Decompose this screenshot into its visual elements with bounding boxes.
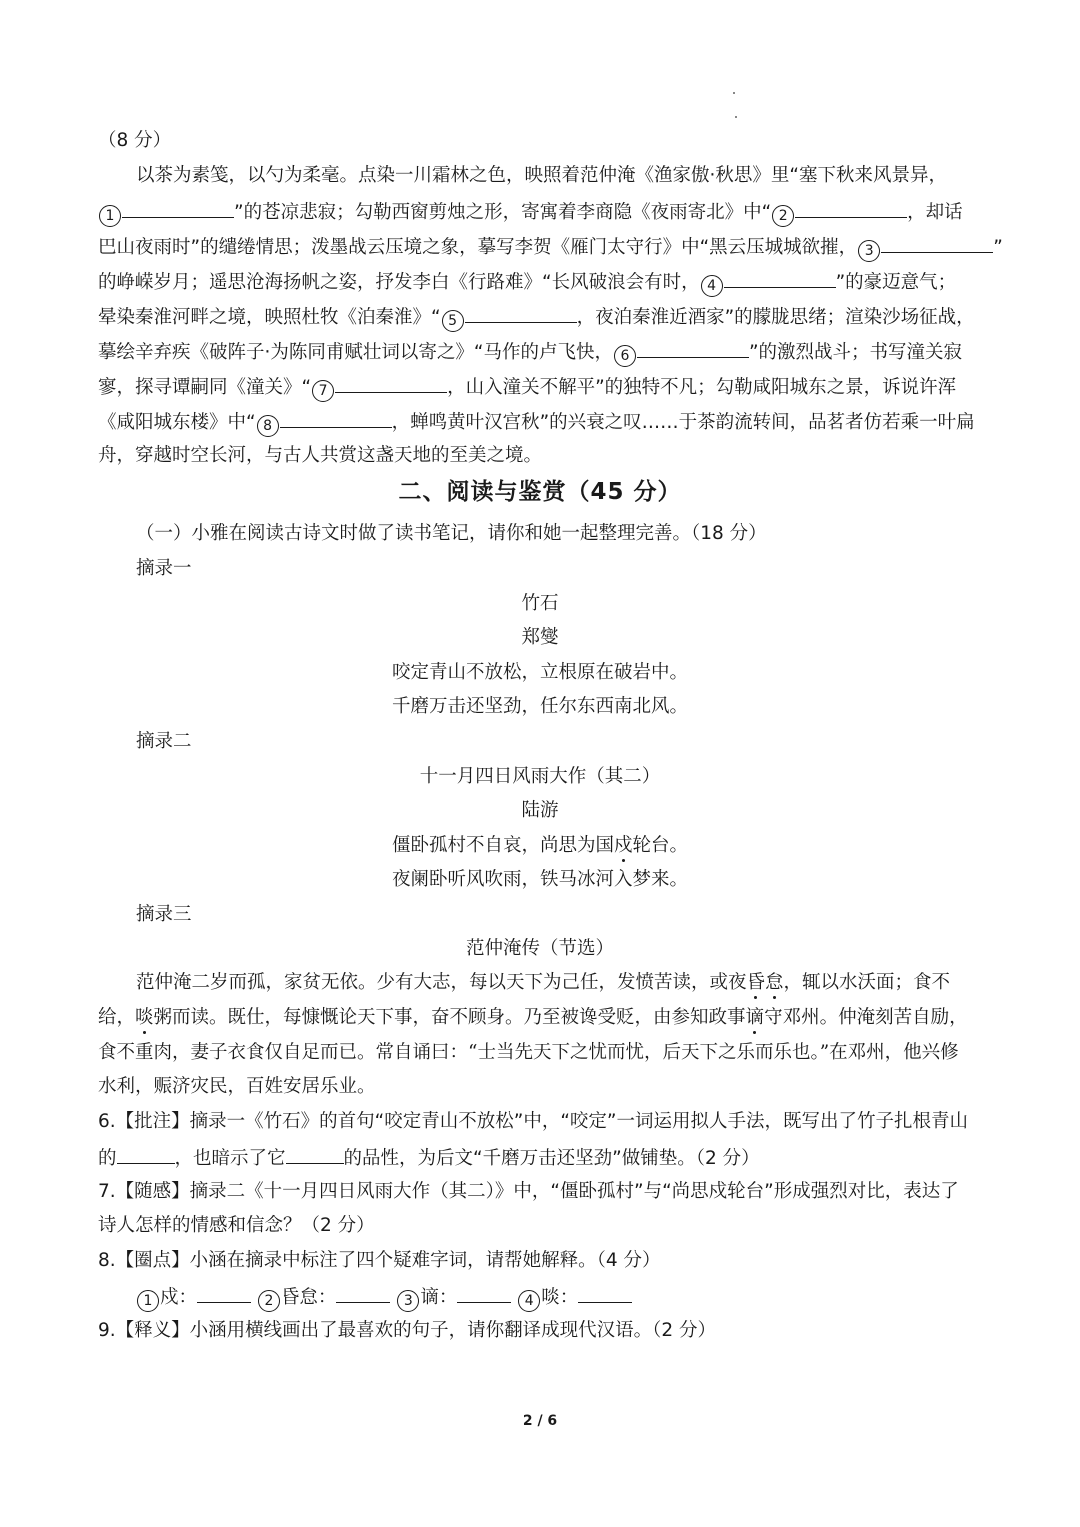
circle-number: 1: [137, 1290, 159, 1312]
part-intro: （一）小雅在阅读古诗文时做了读书笔记，请你和她一起整理完善。（18 分）: [136, 523, 767, 544]
fill-score: （8 分）: [98, 130, 172, 151]
circle-number: 1: [99, 205, 121, 227]
prose-line: 给，啖粥而读。既仕，每慷慨论天下事，奋不顾身。乃至被谗受贬，由参知政事谪守邓州。仲淹刻苦自励，: [98, 1007, 968, 1028]
fill-line: 巴山夜雨时”的缱绻情思；泼墨战云压境之象，摹写李贺《雁门太守行》中“黑云压城城欲摧， 3 ”: [98, 234, 1003, 262]
fill-line: 寥，探寻谭嗣同《潼关》“ 7 ，山入潼关不解平”的独特不凡；勾勒咸阳城东之景，诉说许浑: [98, 374, 956, 402]
fill-line: 晕染秦淮河畔之境，映照杜牧《泊秦淮》“ 5 ，夜泊秦淮近酒家”的朦胧思绪；渲染沙场征战，: [98, 304, 975, 332]
annotated-word: 戍: [613, 835, 633, 856]
fill-line: 1 ”的苍凉悲寂；勾勒西窗剪烛之形，寄寓着李商隐《夜雨寄北》中“ 2 ，却话: [98, 199, 963, 227]
question-6-cont: 的 ，也暗示了它 的品性，为后文“千磨万击还坚劲”做铺垫。（2 分）: [98, 1145, 760, 1171]
prose-line: 范仲淹二岁而孤，家贫无依。少有大志，每以天下为己任，发愤苦读，或夜昏怠，辄以水沃面；食不: [136, 972, 951, 993]
poem-author: 陆游: [521, 800, 559, 821]
poem-line: 千磨万击还坚劲，任尔东西南北风。: [391, 696, 688, 717]
answer-blank[interactable]: [335, 374, 447, 393]
question-7-cont: 诗人怎样的情感和信念？（2 分）: [98, 1215, 375, 1236]
circle-number: 6: [614, 345, 636, 367]
circle-number: 8: [257, 415, 279, 437]
section-title: 二、阅读与鉴赏（45 分）: [398, 479, 682, 505]
answer-blank[interactable]: [117, 1145, 175, 1164]
prose-line: 水利，赈济灾民，百姓安居乐业。: [98, 1076, 376, 1097]
annotated-word: 啖: [135, 1007, 154, 1028]
poem-line: 夜阑卧听风吹雨，铁马冰河入梦来。: [391, 869, 688, 890]
poem-line: 僵卧孤村不自哀，尚思为国戍轮台。: [391, 835, 689, 856]
annotated-word: 谪: [745, 1007, 765, 1028]
answer-blank[interactable]: [336, 1284, 390, 1303]
circle-number: 5: [442, 310, 464, 332]
excerpt-label: 摘录一: [136, 558, 192, 579]
scan-speck: [735, 116, 737, 118]
fill-line: 舟，穿越时空长河，与古人共赏这盏天地的至美之境。: [98, 445, 543, 466]
answer-blank[interactable]: [280, 409, 392, 428]
circle-number: 2: [772, 205, 794, 227]
poem-line: 咬定青山不放松，立根原在破岩中。: [391, 662, 688, 683]
answer-blank[interactable]: [457, 1284, 511, 1303]
fill-line: 摹绘辛弃疾《破阵子·为陈同甫赋壮词以寄之》“马作的卢飞快， 6 ”的激烈战斗；书写潼关寂: [98, 339, 962, 367]
answer-blank[interactable]: [578, 1284, 632, 1303]
answer-blank[interactable]: [881, 234, 993, 253]
fill-line: 《咸阳城东楼》中“ 8 ，蝉鸣黄叶汉宫秋”的兴衰之叹……于茶韵流转间，品茗者仿若乘一叶扁: [98, 409, 975, 437]
answer-blank[interactable]: [122, 199, 234, 218]
prose-line: 食不重肉，妻子衣食仅自足而已。常自诵曰：“士当先天下之忧而忧，后天下之乐而乐也。”在邓州，他兴修: [98, 1042, 959, 1063]
answer-blank[interactable]: [795, 199, 907, 218]
question-6: 6.【批注】摘录一《竹石》的首句“咬定青山不放松”中，“咬定”一词运用拟人手法，既写出了竹子扎根青山: [98, 1111, 968, 1132]
prose-title: 范仲淹传（节选）: [465, 938, 614, 959]
answer-blank[interactable]: [724, 269, 836, 288]
fill-intro: 以茶为素笺，以勺为柔毫。点染一川霜林之色，映照着范仲淹《渔家傲·秋思》里“塞下秋来风景异，: [136, 165, 947, 186]
question-8-items: 1 戍： 2 昏怠： 3 谪： 4 啖：: [136, 1284, 632, 1312]
answer-blank[interactable]: [286, 1145, 344, 1164]
poem-author: 郑燮: [521, 627, 559, 648]
poem-title: 竹石: [521, 593, 559, 614]
answer-blank[interactable]: [197, 1284, 251, 1303]
poem-title: 十一月四日风雨大作（其二）: [419, 766, 661, 787]
circle-number: 4: [518, 1290, 540, 1312]
circle-number: 3: [397, 1290, 419, 1312]
page-number: 2 / 6: [522, 1413, 558, 1429]
excerpt-label: 摘录二: [136, 731, 192, 752]
answer-blank[interactable]: [465, 304, 577, 323]
question-7: 7.【随感】摘录二《十一月四日风雨大作（其二）》中，“僵卧孤村”与“尚思戍轮台”形成强烈对比，表达了: [98, 1181, 959, 1202]
circle-number: 3: [858, 240, 880, 262]
fill-line: 的峥嵘岁月；遥思沧海扬帆之姿，抒发李白《行路难》“长风破浪会有时， 4 ”的豪迈意气；: [98, 269, 956, 297]
scan-speck: [733, 92, 735, 94]
annotated-word: 怠: [765, 972, 784, 993]
excerpt-label: 摘录三: [136, 904, 192, 925]
annotated-word: 昏: [746, 972, 766, 993]
answer-blank[interactable]: [637, 339, 749, 358]
question-8: 8.【圈点】小涵在摘录中标注了四个疑难字词，请帮她解释。（4 分）: [98, 1250, 661, 1271]
question-9: 9.【释义】小涵用横线画出了最喜欢的句子，请你翻译成现代汉语。（2 分）: [98, 1320, 717, 1341]
circle-number: 4: [701, 275, 723, 297]
circle-number: 7: [312, 380, 334, 402]
circle-number: 2: [258, 1290, 280, 1312]
